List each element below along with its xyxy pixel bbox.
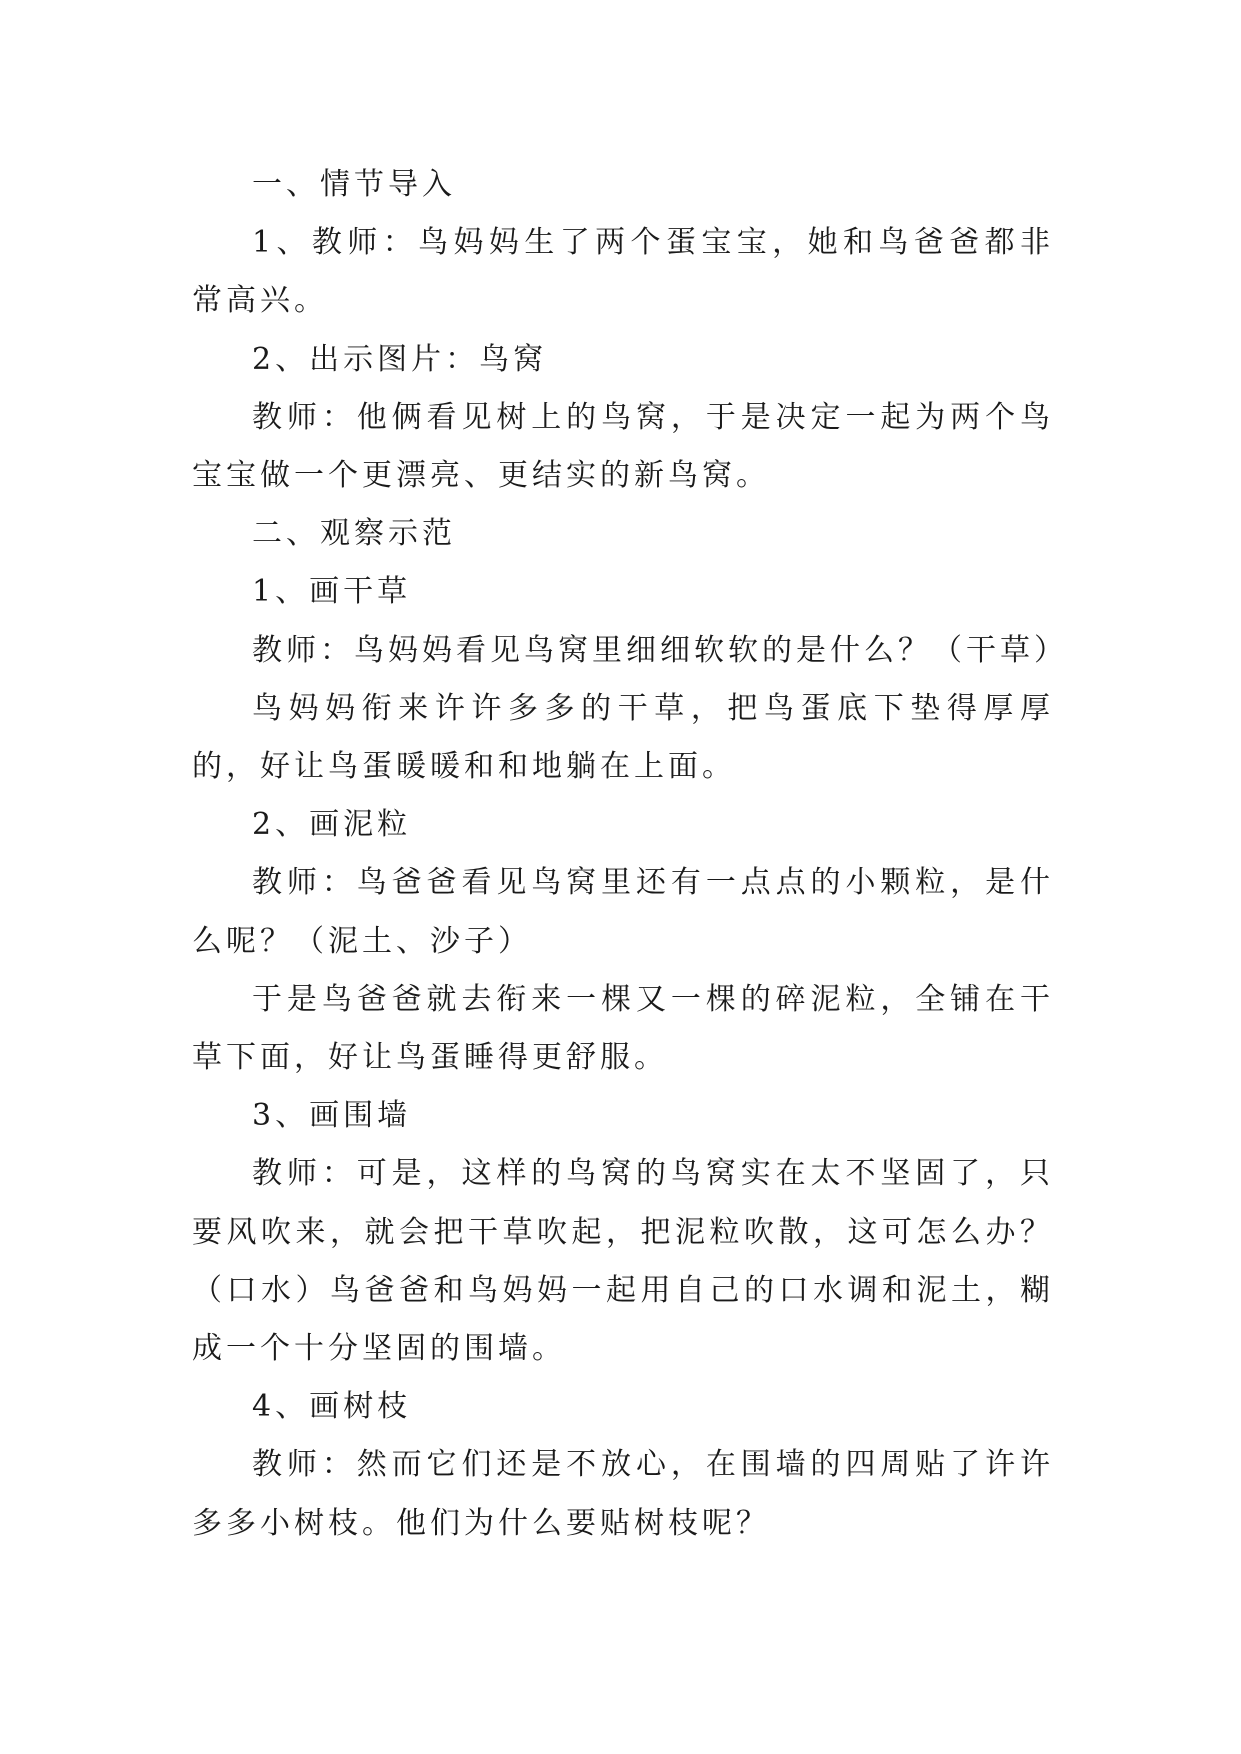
paragraph: 1、画干草: [252, 574, 412, 610]
section-heading: 二、观察示范: [252, 516, 456, 552]
paragraph: 1、教师：鸟妈妈生了两个蛋宝宝，她和鸟爸爸都非常高兴。: [192, 225, 1054, 319]
paragraph: 教师：然而它们还是不放心，在围墙的四周贴了许许多多小树枝。他们为什么要贴树枝呢？: [192, 1447, 1054, 1541]
paragraph: 2、出示图片：鸟窝: [252, 341, 548, 377]
paragraph: 于是鸟爸爸就去衔来一棵又一棵的碎泥粒，全铺在干草下面，好让鸟蛋睡得更舒服。: [192, 981, 1054, 1076]
section-heading: 一、情节导入: [252, 167, 456, 202]
paragraph: 教师：他俩看见树上的鸟窝，于是决定一起为两个鸟宝宝做一个更漂亮、更结实的新鸟窝。: [192, 399, 1054, 494]
paragraph: 教师：鸟妈妈看见鸟窝里细细软软的是什么？（干草）: [252, 632, 1068, 668]
paragraph: 教师：可是，这样的鸟窝的鸟窝实在太不坚固了，只要风吹来，就会把干草吹起，把泥粒吹散，这可怎么办？（口水）鸟爸爸和鸟妈妈一起用自己的口水调和泥土，糊成一个十分坚固的围墙。: [192, 1156, 1054, 1367]
paragraph: 鸟妈妈衔来许许多多的干草，把鸟蛋底下垫得厚厚的，好让鸟蛋暖暖和和地躺在上面。: [192, 690, 1054, 785]
document-body: [192, 156, 1068, 1553]
paragraph: 3、画围墙: [252, 1098, 412, 1134]
paragraph: 4、画树枝: [252, 1389, 412, 1425]
paragraph: 2、画泥粒: [252, 807, 412, 843]
paragraph: 教师：鸟爸爸看见鸟窝里还有一点点的小颗粒，是什么呢？（泥土、沙子）: [192, 865, 1054, 959]
